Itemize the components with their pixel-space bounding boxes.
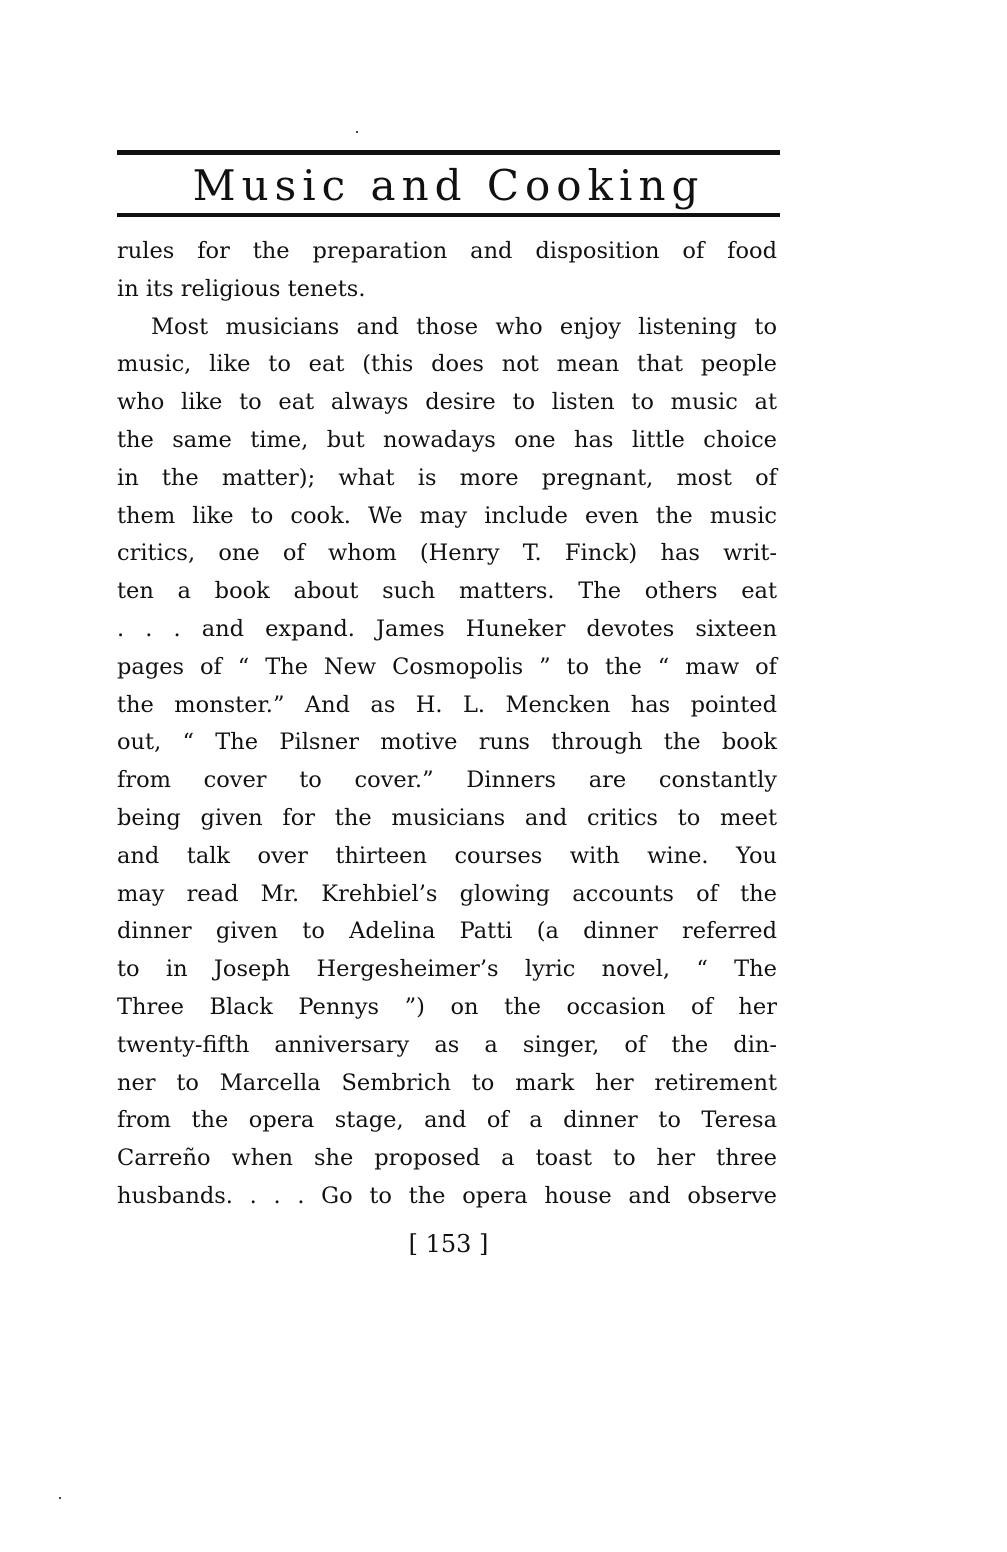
header-rule-top <box>117 150 780 155</box>
text-line: Three Black Pennys ”) on the occasion of her <box>117 993 777 1020</box>
text-line: out, “ The Pilsner motive runs through the book <box>117 729 777 756</box>
text-line: in its religious tenets. <box>117 275 366 302</box>
text-line: the same time, but nowadays one has little choice <box>117 426 777 453</box>
text-line: Carreño when she proposed a toast to her three <box>117 1145 777 1172</box>
paragraph <box>117 233 777 309</box>
text-line: pages of “ The New Cosmopolis ” to the “ maw of <box>117 653 777 680</box>
text-line: ner to Marcella Sembrich to mark her retirement <box>117 1069 777 1096</box>
scan-speck <box>59 1497 61 1499</box>
text-line: being given for the musicians and critics to meet <box>117 804 777 831</box>
text-line: . . . and expand. James Huneker devotes sixteen <box>117 615 777 642</box>
text-line: them like to cook. We may include even the music <box>117 502 777 529</box>
body-text <box>117 233 777 1216</box>
text-line: rules for the preparation and disposition of food <box>117 238 777 264</box>
text-line: who like to eat always desire to listen to music at <box>117 389 777 416</box>
text-line: to in Joseph Hergesheimer’s lyric novel, “ The <box>117 956 777 983</box>
text-line: in the matter); what is more pregnant, most of <box>117 464 777 491</box>
text-line: from the opera stage, and of a dinner to Teresa <box>117 1107 777 1134</box>
text-line: and talk over thirteen courses with wine. You <box>117 842 777 869</box>
scan-speck <box>356 131 358 133</box>
text-line: music, like to eat (this does not mean that people <box>117 351 777 378</box>
text-line: the monster.” And as H. L. Mencken has pointed <box>117 691 777 718</box>
page-number: [ 153 ] <box>408 1230 489 1258</box>
paragraph <box>117 309 777 1216</box>
running-head: Music and Cooking <box>192 161 705 210</box>
text-line: critics, one of whom (Henry T. Finck) has writ- <box>117 540 777 567</box>
text-line: twenty-fifth anniversary as a singer, of the din- <box>117 1031 777 1058</box>
text-line: husbands. . . . Go to the opera house and observe <box>117 1182 777 1209</box>
text-line: Most musicians and those who enjoy listening to <box>151 313 777 340</box>
text-line: ten a book about such matters. The others eat <box>117 578 777 605</box>
text-line: dinner given to Adelina Patti (a dinner referred <box>117 918 777 945</box>
text-line: may read Mr. Krehbiel’s glowing accounts of the <box>117 880 777 907</box>
text-line: from cover to cover.” Dinners are constantly <box>117 767 777 794</box>
header-rule-bottom <box>117 213 780 217</box>
